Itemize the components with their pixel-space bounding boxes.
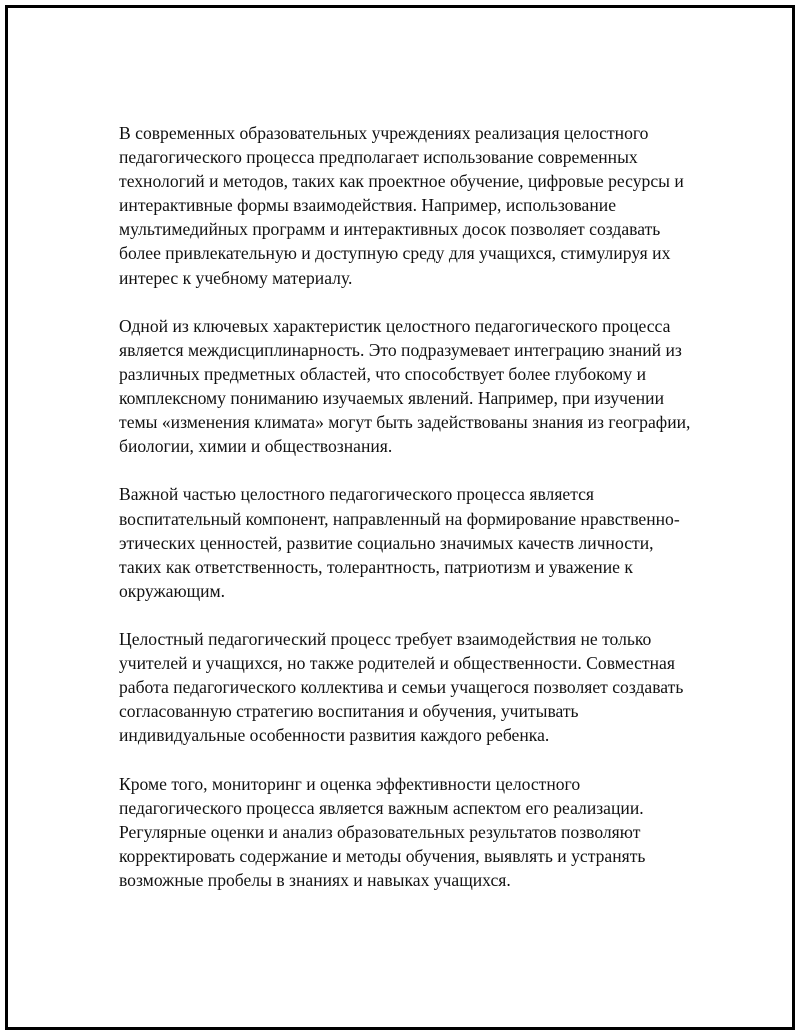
paragraph-1: В современных образовательных учреждениях реализация целостного педагогического процесса предполагает использование современных технологий и методов, таких как проектное обучение, цифровые ресурсы и интерактивные формы взаимодействия. Например, использование мультимедийных программ и интерактивных досок позволяет создавать более привлекательную и доступную среду для учащихся, стимулируя их интерес к учебному материалу. bbox=[119, 123, 684, 288]
document-body bbox=[119, 121, 694, 892]
paragraph-3: Важной частью целостного педагогического процесса является воспитательный компонент, направленный на формирование нравственно-этических ценностей, развитие социально значимых качеств личности, таких как ответственность, толерантность, патриотизм и уважение к окружающим. bbox=[119, 484, 680, 601]
paragraph-4: Целостный педагогический процесс требует взаимодействия не только учителей и учащихся, но также родителей и общественности. Совместная работа педагогического коллектива и семьи учащегося позволяет создавать согласованную стратегию воспитания и обучения, учитывать индивидуальные особенности развития каждого ребенка. bbox=[119, 628, 684, 746]
paragraph-2: Одной из ключевых характеристик целостного педагогического процесса является междисциплинарность. Это подразумевает интеграцию знаний из различных предметных областей, что способствует более глубокому и комплексному пониманию изучаемых явлений. Например, при изучении темы «изменения климата» могут быть задействованы знания из географии, биологии, химии и обществознания. bbox=[119, 315, 691, 457]
document-page bbox=[5, 5, 795, 1030]
paragraph-5: Кроме того, мониторинг и оценка эффективности целостного педагогического процесса является важным аспектом его реализации. Регулярные оценки и анализ образовательных результатов позволяют корректировать содержание и методы обучения, выявлять и устранять возможные пробелы в знаниях и навыках учащихся. bbox=[119, 773, 646, 890]
